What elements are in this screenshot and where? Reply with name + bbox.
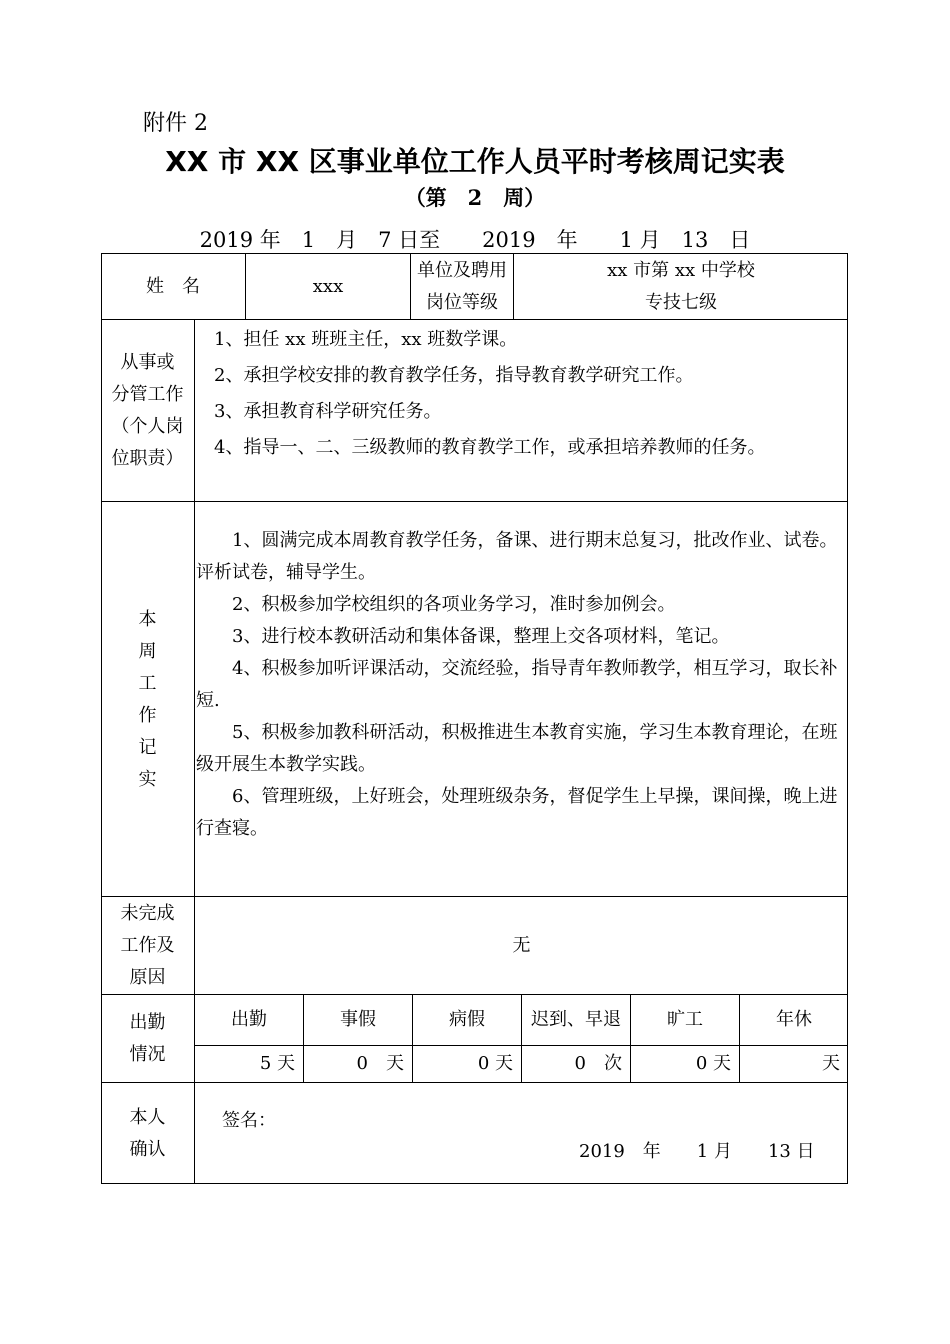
week-number: （第 2 周） xyxy=(404,185,546,210)
attendance-header: 事假 xyxy=(340,1009,376,1030)
page-title: XX 市 XX 区事业单位工作人员平时考核周记实表 xyxy=(165,145,785,178)
signature-label: 签名： xyxy=(222,1110,276,1131)
confirm-label-line1: 本人 xyxy=(129,1106,166,1128)
record-label-char: 记 xyxy=(138,737,157,758)
confirm-label-line2: 确认 xyxy=(129,1138,166,1160)
attendance-value: 0 天 xyxy=(356,1053,404,1074)
attendance-header: 迟到、早退 xyxy=(531,1009,621,1030)
unit-label-line1: 单位及聘用 xyxy=(417,259,507,281)
duties-label-line3: （个人岗 xyxy=(111,415,184,437)
record-label-char: 实 xyxy=(138,769,157,790)
unfinished-label-line2: 工作及 xyxy=(120,934,175,956)
attendance-header: 病假 xyxy=(449,1009,485,1030)
unfinished-label-line1: 未完成 xyxy=(120,902,175,924)
date-range: 2019 年 1 月 7 日至 2019 年 1 月 13 日 xyxy=(199,228,751,252)
confirm-date: 2019 年 1 月 13 日 xyxy=(579,1141,815,1162)
attachment-label: 附件 2 xyxy=(143,111,208,136)
attendance-header: 出勤 xyxy=(231,1009,267,1030)
attendance-label-line2: 情况 xyxy=(129,1043,166,1065)
attendance-value: 5 天 xyxy=(259,1053,295,1074)
name-label: 姓 名 xyxy=(146,275,200,297)
duties-label-line1: 从事或 xyxy=(120,351,175,373)
record-paragraph: 5、积极参加教科研活动，积极推进生本教育实施，学习生本教育理论，在班级开展生本教学实践。 xyxy=(196,722,838,775)
record-label-char: 本 xyxy=(138,609,157,630)
unit-value-line1: xx 市第 xx 中学校 xyxy=(607,259,755,281)
record-paragraph: 4、积极参加听评课活动，交流经验，指导青年教师教学，相互学习，取长补短. xyxy=(196,658,838,711)
attendance-label-line1: 出勤 xyxy=(129,1011,166,1033)
record-label-char: 周 xyxy=(138,641,157,662)
record-paragraph: 6、管理班级，上好班会，处理班级杂务，督促学生上早操，课间操，晚上进行查寝。 xyxy=(196,786,838,839)
unit-label-line2: 岗位等级 xyxy=(426,291,498,313)
name-value: xxx xyxy=(312,275,344,297)
unfinished-value: 无 xyxy=(512,934,531,956)
duty-item: 2、承担学校安排的教育教学任务，指导教育教学研究工作。 xyxy=(214,365,694,386)
record-paragraph: 2、积极参加学校组织的各项业务学习，准时参加例会。 xyxy=(232,594,676,615)
attendance-value: 0 天 xyxy=(695,1053,731,1074)
duties-label-line4: 位职责） xyxy=(111,447,184,469)
attendance-header: 旷工 xyxy=(667,1009,703,1030)
attendance-header: 年休 xyxy=(776,1009,812,1030)
attendance-value: 天 xyxy=(822,1053,840,1074)
attendance-value: 0 次 xyxy=(574,1053,622,1074)
record-label-char: 作 xyxy=(138,705,157,726)
record-label-char: 工 xyxy=(138,673,157,694)
unfinished-label-line3: 原因 xyxy=(129,966,166,988)
duty-item: 3、承担教育科学研究任务。 xyxy=(214,401,442,422)
record-paragraph: 3、进行校本教研活动和集体备课，整理上交各项材料，笔记。 xyxy=(232,626,730,647)
weekly-record-text xyxy=(196,525,846,845)
duties-list xyxy=(214,322,844,466)
duties-label-line2: 分管工作 xyxy=(111,383,184,405)
attendance-value: 0 天 xyxy=(477,1053,513,1074)
record-paragraph: 1、圆满完成本周教育教学任务，备课、进行期末总复习，批改作业、试卷。评析试卷，辅导学生。 xyxy=(196,530,838,583)
duty-item: 1、担任 xx 班班主任，xx 班数学课。 xyxy=(214,329,518,350)
duty-item: 4、指导一、二、三级教师的教育教学工作，或承担培养教师的任务。 xyxy=(214,437,766,458)
unit-value-line2: 专技七级 xyxy=(645,291,717,313)
